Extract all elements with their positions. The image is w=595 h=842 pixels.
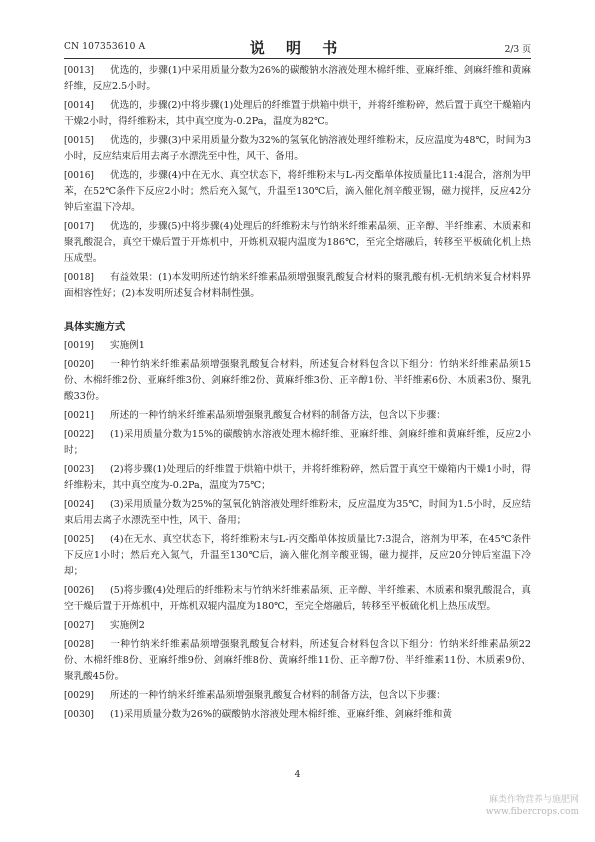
paragraph bbox=[64, 98, 531, 130]
paragraph-text: 一种竹纳米纤维素晶须增强聚乳酸复合材料，所述复合材料包含以下组分：竹纳米纤维素晶须22份、木棉纤维8份、亚麻纤维9份、剑麻纤维8份、黄麻纤维11份、正辛醇7份、半纤维素11份、木质素9份、聚乳酸45份。 bbox=[64, 639, 531, 682]
paragraph-number: [0027] bbox=[64, 621, 94, 631]
paragraph bbox=[64, 338, 531, 354]
paragraph bbox=[64, 270, 531, 302]
watermark-title: 麻类作物营养与施肥网 bbox=[488, 795, 579, 805]
paragraph bbox=[64, 408, 531, 424]
paragraph-number: [0014] bbox=[64, 101, 94, 111]
paragraph-text: (1)采用质量分数为26%的碳酸钠水溶液处理木棉纤维、亚麻纤维、剑麻纤维和黄 bbox=[110, 709, 452, 720]
section-heading: 具体实施方式 bbox=[64, 322, 126, 333]
paragraph-number: [0028] bbox=[64, 640, 94, 650]
paragraph-text: 实施例2 bbox=[110, 620, 145, 631]
paragraph-number: [0013] bbox=[64, 66, 94, 76]
paragraph-number: [0021] bbox=[64, 411, 94, 421]
paragraph bbox=[64, 583, 531, 615]
paragraph-number: [0025] bbox=[64, 535, 94, 545]
paragraph-number: [0023] bbox=[64, 465, 94, 475]
paragraph bbox=[64, 219, 531, 267]
paragraph-text: 优选的，步骤(1)中采用质量分数为26%的碳酸钠水溶液处理木棉纤维、亚麻纤维、剑麻纤维和黄麻纤维，反应2.5小时。 bbox=[64, 65, 531, 92]
paragraph bbox=[64, 63, 531, 95]
paragraph-text: 优选的，步骤(4)中在无水、真空状态下，将纤维粉末与L-丙交酯单体按质量比11:4混合，溶剂为甲苯，在52℃条件下反应2小时；然后充入氮气，升温至130℃后，滴入催化剂辛酸亚锡，磁力搅拌，反应42分钟后室温下冷却。 bbox=[64, 170, 531, 213]
paragraph-text: (2)将步骤(1)处理后的纤维置于烘箱中烘干，并将纤维粉碎，然后置于真空干燥箱内干燥1小时，得纤维粉末，其中真空度为-0.2Pa，温度为75℃； bbox=[64, 464, 531, 491]
paragraph-text: (5)将步骤(4)处理后的纤维粉末与竹纳米纤维素晶须、正辛醇、半纤维素、木质素和聚乳酸混合，真空干燥后置于开炼机中，开炼机双辊内温度为180℃，至完全熔融后，转移至平板硫化机上热压成型。 bbox=[64, 585, 531, 612]
watermark bbox=[486, 794, 579, 818]
paragraph-text: 实施例1 bbox=[110, 340, 145, 351]
paragraph-list-bottom bbox=[64, 338, 531, 723]
paragraph-number: [0020] bbox=[64, 360, 94, 370]
paragraph-text: 所述的一种竹纳米纤维素晶须增强聚乳酸复合材料的制备方法，包含以下步骤： bbox=[110, 690, 446, 701]
paragraph bbox=[64, 462, 531, 494]
patent-number: CN 107353610 A bbox=[64, 42, 146, 52]
paragraph-number: [0015] bbox=[64, 136, 94, 146]
paragraph-number: [0026] bbox=[64, 586, 94, 596]
paragraph bbox=[64, 618, 531, 634]
paragraph bbox=[64, 427, 531, 459]
paragraph-number: [0019] bbox=[64, 341, 94, 351]
paragraph-text: 所述的一种竹纳米纤维素晶须增强聚乳酸复合材料的制备方法，包含以下步骤： bbox=[110, 410, 446, 421]
header-rule bbox=[64, 58, 531, 59]
paragraph-text: 有益效果：(1)本发明所述竹纳米纤维素晶须增强聚乳酸复合材料的聚乳酸有机-无机纳米复合材料界面相容性好；(2)本发明所述复合材料制性强。 bbox=[64, 272, 531, 299]
paragraph-number: [0018] bbox=[64, 273, 94, 283]
paragraph-number: [0016] bbox=[64, 171, 94, 181]
paragraph-number: [0030] bbox=[64, 710, 94, 720]
paragraph-text: 优选的，步骤(2)中将步骤(1)处理后的纤维置于烘箱中烘干，并将纤维粉碎，然后置于真空干燥箱内干燥2小时，得纤维粉末，其中真空度为-0.2Pa，温度为82℃。 bbox=[64, 100, 531, 127]
paragraph-text: (4)在无水、真空状态下，将纤维粉末与L-丙交酯单体按质量比7:3混合，溶剂为甲苯，在45℃条件下反应1小时；然后充入氮气，升温至130℃后，滴入催化剂辛酸亚锡，磁力搅拌，反应20分钟后室温下冷却； bbox=[64, 534, 531, 577]
paragraph-number: [0022] bbox=[64, 430, 94, 440]
document-body bbox=[64, 63, 531, 726]
watermark-url: www.fibercrops.com bbox=[485, 807, 579, 817]
paragraph-number: [0024] bbox=[64, 500, 94, 510]
page-indicator: 2/3 页 bbox=[504, 45, 531, 55]
paragraph bbox=[64, 497, 531, 529]
page-number: 4 bbox=[294, 770, 301, 780]
paragraph-text: (1)采用质量分数为15%的碳酸钠水溶液处理木棉纤维、亚麻纤维、剑麻纤维和黄麻纤维，反应2小时； bbox=[64, 429, 531, 456]
paragraph bbox=[64, 707, 531, 723]
paragraph bbox=[64, 688, 531, 704]
paragraph-text: (3)采用质量分数为25%的氢氧化钠溶液处理纤维粉末，反应温度为35℃，时间为1.5小时，反应结束后用去离子水漂洗至中性，风干、备用； bbox=[64, 499, 531, 526]
paragraph bbox=[64, 168, 531, 216]
page-header bbox=[64, 40, 531, 56]
paragraph-text: 优选的，步骤(5)中将步骤(4)处理后的纤维粉末与竹纳米纤维素晶须、正辛醇、半纤维素、木质素和聚乳酸混合，真空干燥后置于开炼机中，开炼机双辊内温度为186℃，至完全熔融后，转移至平板硫化机上热压成型。 bbox=[64, 221, 531, 264]
paragraph bbox=[64, 133, 531, 165]
paragraph-text: 优选的，步骤(3)中采用质量分数为32%的氢氧化钠溶液处理纤维粉末，反应温度为48℃，时间为3小时，反应结束后用去离子水漂洗至中性，风干、备用。 bbox=[64, 135, 531, 162]
paragraph bbox=[64, 532, 531, 580]
document-title: 说 明 书 bbox=[249, 39, 346, 57]
paragraph bbox=[64, 357, 531, 405]
paragraph-number: [0029] bbox=[64, 691, 94, 701]
paragraph-number: [0017] bbox=[64, 222, 94, 232]
paragraph bbox=[64, 637, 531, 685]
paragraph-text: 一种竹纳米纤维素晶须增强聚乳酸复合材料，所述复合材料包含以下组分：竹纳米纤维素晶须15份、木棉纤维2份、亚麻纤维3份、剑麻纤维2份、黄麻纤维3份、正辛醇1份、半纤维素6份、木质素3份、聚乳酸33份。 bbox=[64, 359, 531, 402]
paragraph-list-top bbox=[64, 63, 531, 302]
